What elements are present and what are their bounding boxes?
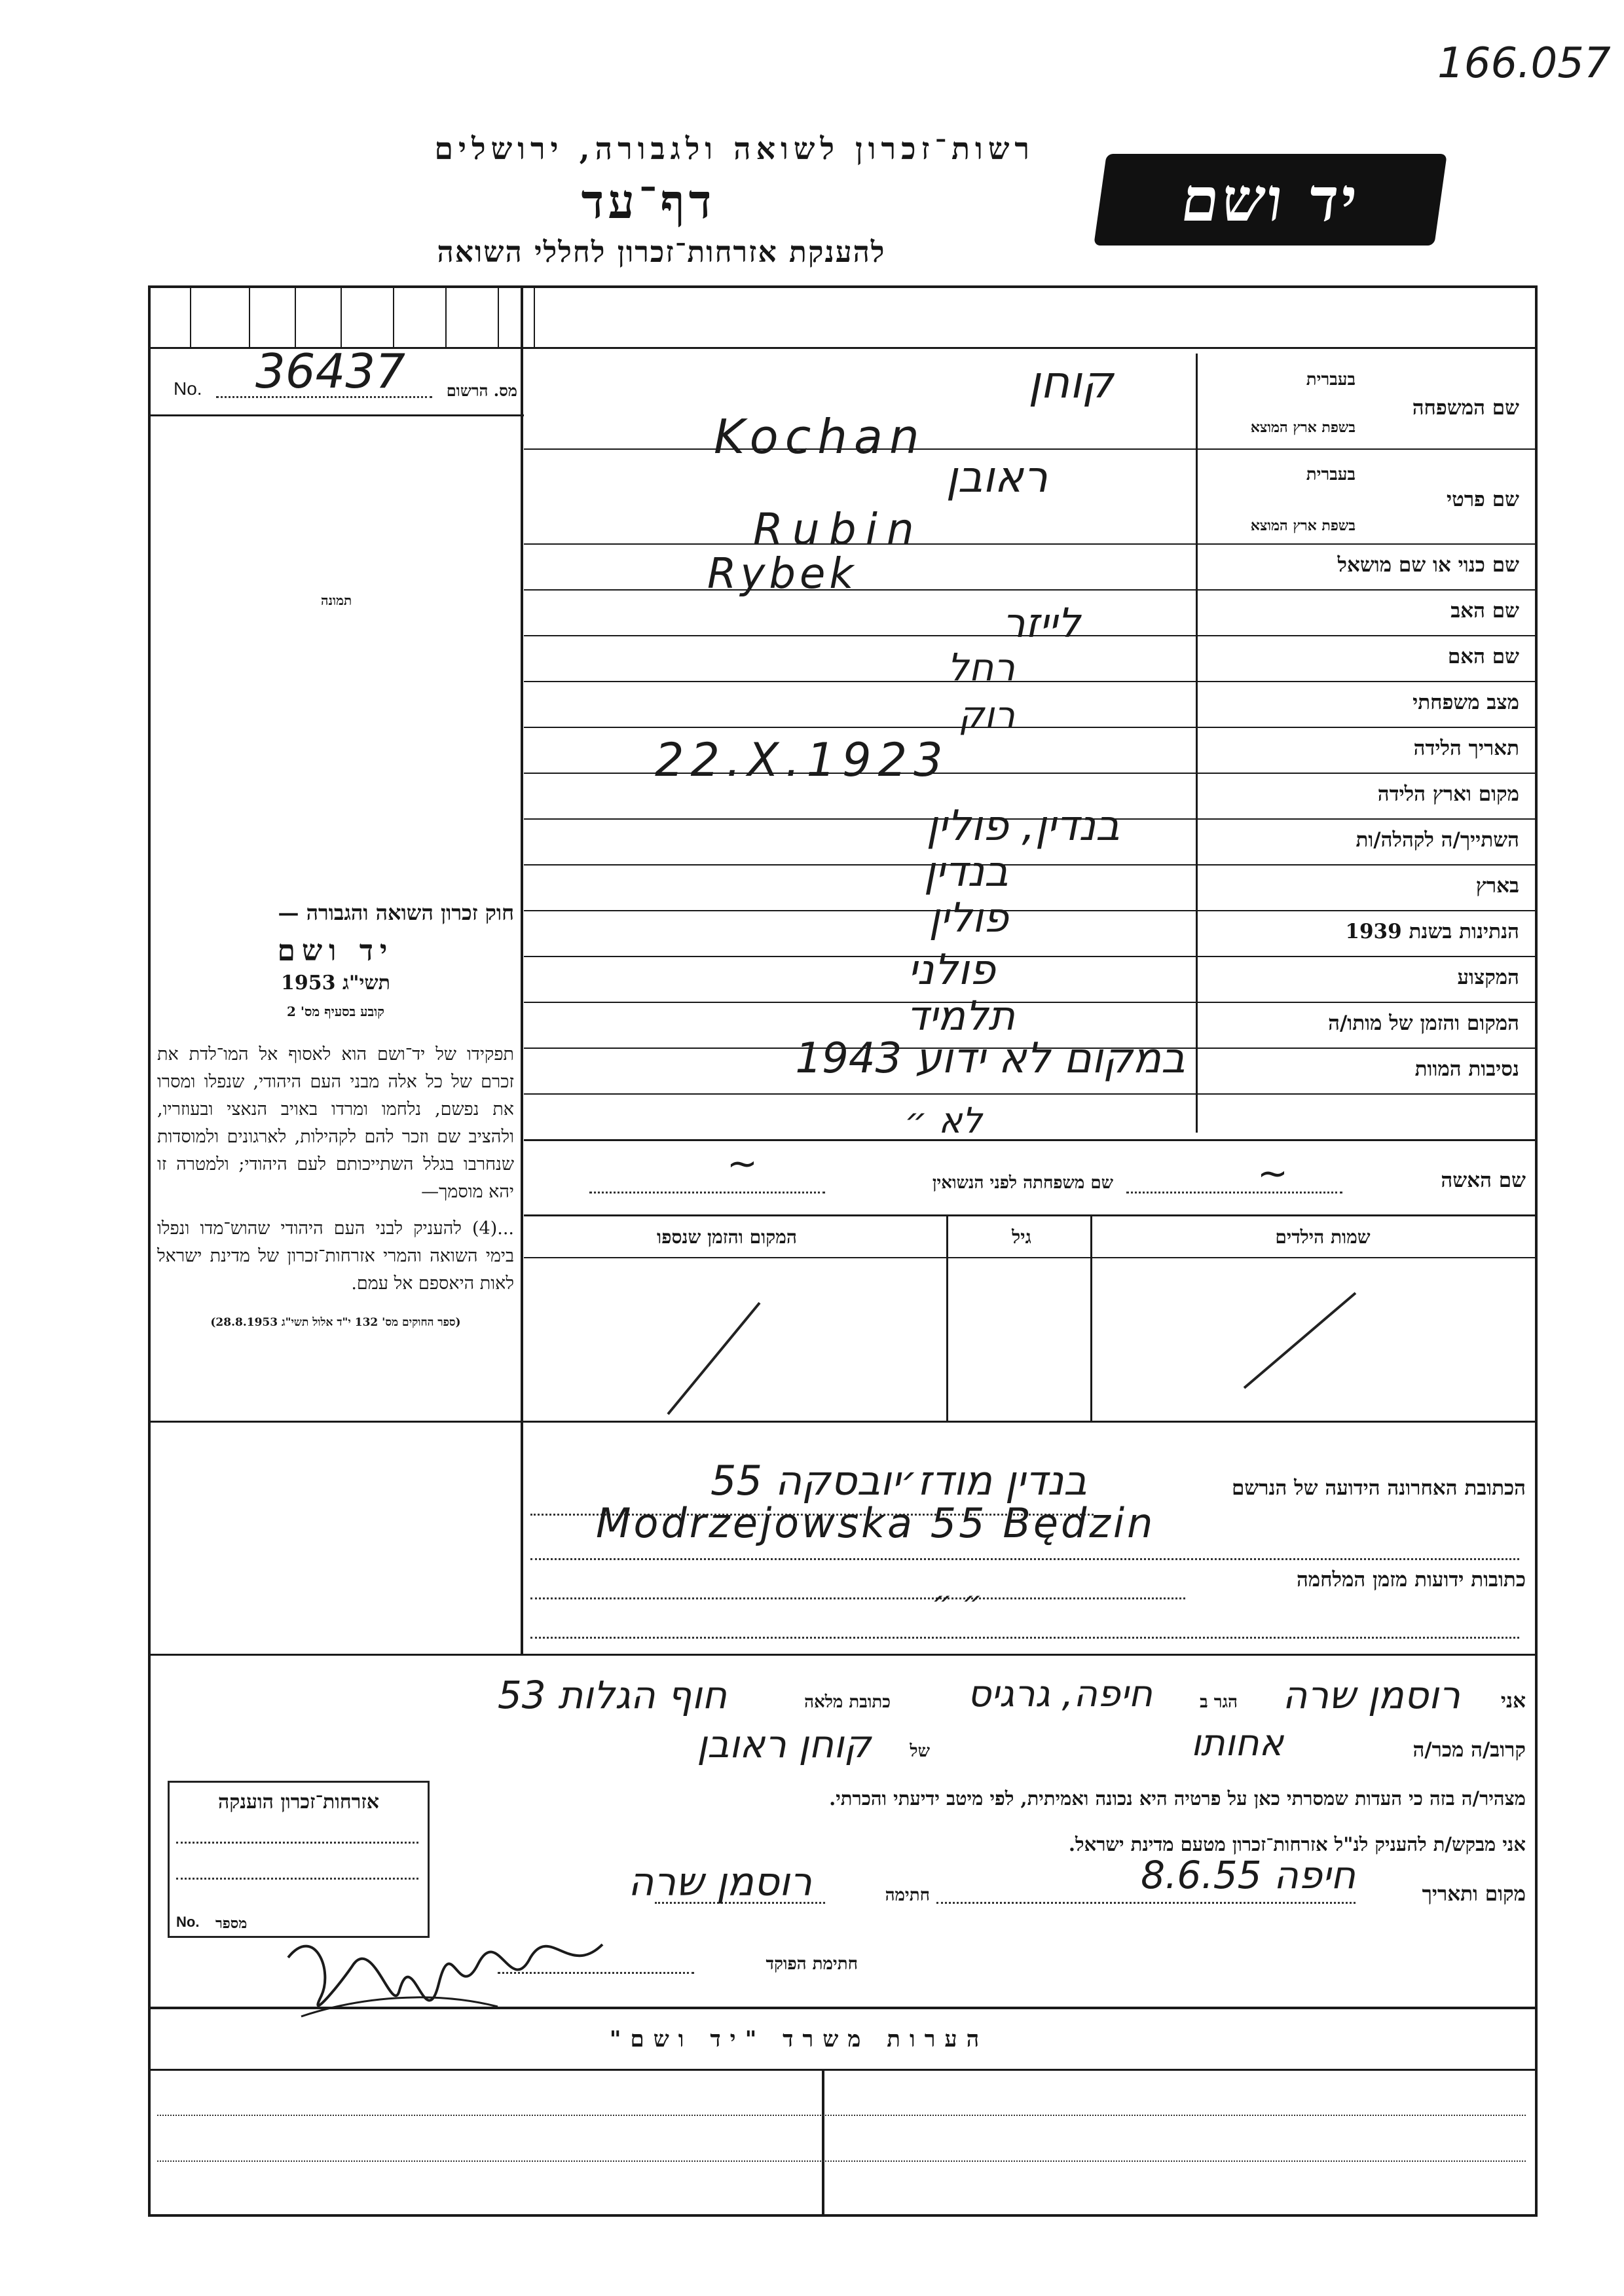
last-address-hebrew: בנדין מודז׳יובסקה 55 [710, 1457, 1087, 1504]
father-label: שם האב [1450, 599, 1519, 623]
law-paragraph-1: תפקידו של יד־ושם הוא לאסוף אל המו־לדת את זכרם של כל אלה מבני העם היהודי, שנפלו ומסרו את נפשם, נלחמו ומרדו באויב הנאצי ובעוזריו, ולהציב שם וזכר להם לקהילות, לארגונים ולמוסדות שנחרבו בגלל השתייכותם לעם היהודי; ולמטרה זו יהא מוסמך— [157, 1044, 514, 1202]
authority-header: רשות־זכרון לשואה ולגבורה, ירושלים [434, 131, 1035, 166]
resides-value: חיפה, גרגיס [967, 1673, 1153, 1715]
war-address-value: ״ ״ [931, 1584, 982, 1621]
law-name: יד ושם [277, 934, 394, 968]
of-value: קוחן ראובן [697, 1722, 871, 1766]
officer-signature-label: חתימת הפוקד [766, 1954, 858, 1974]
relative-value: אחותו [1190, 1722, 1283, 1764]
registration-no-label: No. [174, 378, 202, 399]
place-date-value: חיפה 8.6.55 [1141, 1853, 1356, 1897]
birth-date-value: 22.X.1923 [655, 733, 950, 787]
family-name-label: שם המשפחה [1412, 396, 1519, 420]
full-address-value: חוף הגלות 53 [497, 1673, 727, 1717]
law-year: תשי"ג 1953 [281, 972, 390, 994]
community-value: בנדין [923, 848, 1008, 896]
photo-label: תמונה [321, 592, 352, 608]
birth-place-value: בנדין, פולין [926, 802, 1120, 850]
wife-maiden-label: שם משפחתה לפני הנשואין [932, 1173, 1113, 1193]
place-date-label: מקום ותאריך [1422, 1882, 1526, 1906]
profession-label: המקצוע [1457, 966, 1519, 989]
citizenship-value: פולני [908, 946, 995, 994]
family-name-hebrew: קוחן [1028, 357, 1113, 409]
war-address-label: כתובות ידועות מזמן המלחמה [1296, 1568, 1526, 1592]
law-paragraph-2: ...(4) להעניק לבני העם היהודי שהוש־מדו ונפלו בימי השואה והמרי אזרחות־זכרון של מדינת ישראל לאות היאספם אל עמם. [157, 1218, 514, 1294]
community-label: השתייך/ה לקהלה/ות [1356, 828, 1519, 852]
first-name-latin: Rubin [753, 504, 923, 555]
law-title: חוק זכרון השואה והגבורה — [278, 900, 514, 925]
children-age-header: גיל [1012, 1226, 1031, 1248]
country-value: פולין [929, 894, 1008, 941]
family-status-value: רוק [958, 694, 1015, 737]
declarant-i-label: אני [1500, 1689, 1526, 1713]
office-notes-title: הערות משרד "יד ושם" [609, 2026, 989, 2052]
signature-value: רוסמן שרה [628, 1859, 812, 1905]
mother-label: שם האם [1447, 645, 1519, 668]
in-country-label: בשפת ארץ המוצא [1250, 419, 1356, 436]
first-name-label: שם פרטי [1446, 488, 1519, 511]
declarant-name: רוסמן שרה [1282, 1673, 1460, 1717]
page-title: דף־עד [581, 173, 716, 229]
family-name-latin: Kochan [714, 409, 926, 464]
death-circ-label: נסיבות המוות [1414, 1057, 1519, 1081]
birth-place-label: מקום וארץ הלידה [1377, 782, 1519, 806]
of-label: של [910, 1741, 930, 1761]
in-hebrew-label-2: בעברית [1306, 465, 1356, 484]
nickname-label: שם כנוי או שם מושאל [1337, 553, 1519, 577]
stamp-box-number-label: מספר [215, 1915, 248, 1932]
wife-label: שם האשה [1441, 1169, 1526, 1192]
resides-label: הגר ב [1200, 1692, 1238, 1712]
in-country-label-2: בשפת ארץ המוצא [1250, 517, 1356, 534]
full-address-label: כתובת מלאה [804, 1692, 891, 1712]
law-section: קובע בסעיף מס' 2 [287, 1004, 384, 1019]
birth-date-label: תאריך הלידה [1413, 737, 1519, 760]
citizenship-label: הנתינות בשנת 1939 [1345, 920, 1519, 943]
signature-label: חתימה [885, 1886, 930, 1905]
death-place-label: המקום והזמן של מותו/ה [1328, 1011, 1519, 1035]
children-strike-lines [524, 1257, 1538, 1421]
registration-number: 36437 [255, 344, 406, 399]
children-names-header: שמות הילדים [1275, 1226, 1371, 1248]
profession-value: תלמיד [906, 992, 1015, 1040]
wife-dash-2: ~ [727, 1142, 758, 1185]
death-circ-value: לא ״ [904, 1100, 982, 1141]
first-name-hebrew: ראובן [946, 452, 1048, 502]
in-hebrew-label: בעברית [1306, 370, 1356, 390]
stamp-box-no: No. [176, 1914, 200, 1930]
declaration-text: מצהיר/ה בזה כי העדות שמסרתי כאן על פרטיה היא נכונה ואמיתית, לפי מיטב ידיעתי והכרתי. [829, 1787, 1526, 1810]
father-value: לייזר [1002, 599, 1080, 647]
corner-number: 166.057 [1437, 39, 1611, 88]
relative-label: קרוב/ה מכר/ה [1412, 1738, 1526, 1762]
last-address-label: הכתובת האחרונה הידועה של הנרשם [1231, 1476, 1526, 1500]
page-subtitle: להענקת אזרחות־זכרון לחללי השואה [437, 236, 886, 269]
wife-dash-1: ~ [1257, 1152, 1288, 1195]
family-status-label: מצב משפחתי [1412, 691, 1519, 714]
last-address-latin: Modrzejowska 55 Będzin [596, 1499, 1156, 1547]
nickname-value: Rybek [707, 550, 858, 598]
registration-label: מס. הרשום [446, 381, 517, 400]
stamp-box-title: אזרחות־זכרון הוענקה [217, 1791, 380, 1813]
law-text-block [157, 900, 514, 1329]
death-place-value: במקום לא ידוע 1943 [795, 1034, 1185, 1083]
yad-vashem-logo: יד ושם [1094, 154, 1447, 246]
request-text: אני מבקש/ת להעניק לנ"ל אזרחות־זכרון מטעם מדינת ישראל. [1068, 1833, 1526, 1855]
law-source: (ספר החוקים מס' 132 י"ד אלול תשי"ג 28.8.1953) [210, 1316, 461, 1329]
children-place-header: המקום והזמן שנספו [657, 1226, 797, 1248]
mother-value: רחל [947, 645, 1015, 689]
country-label: בארץ [1475, 874, 1519, 898]
